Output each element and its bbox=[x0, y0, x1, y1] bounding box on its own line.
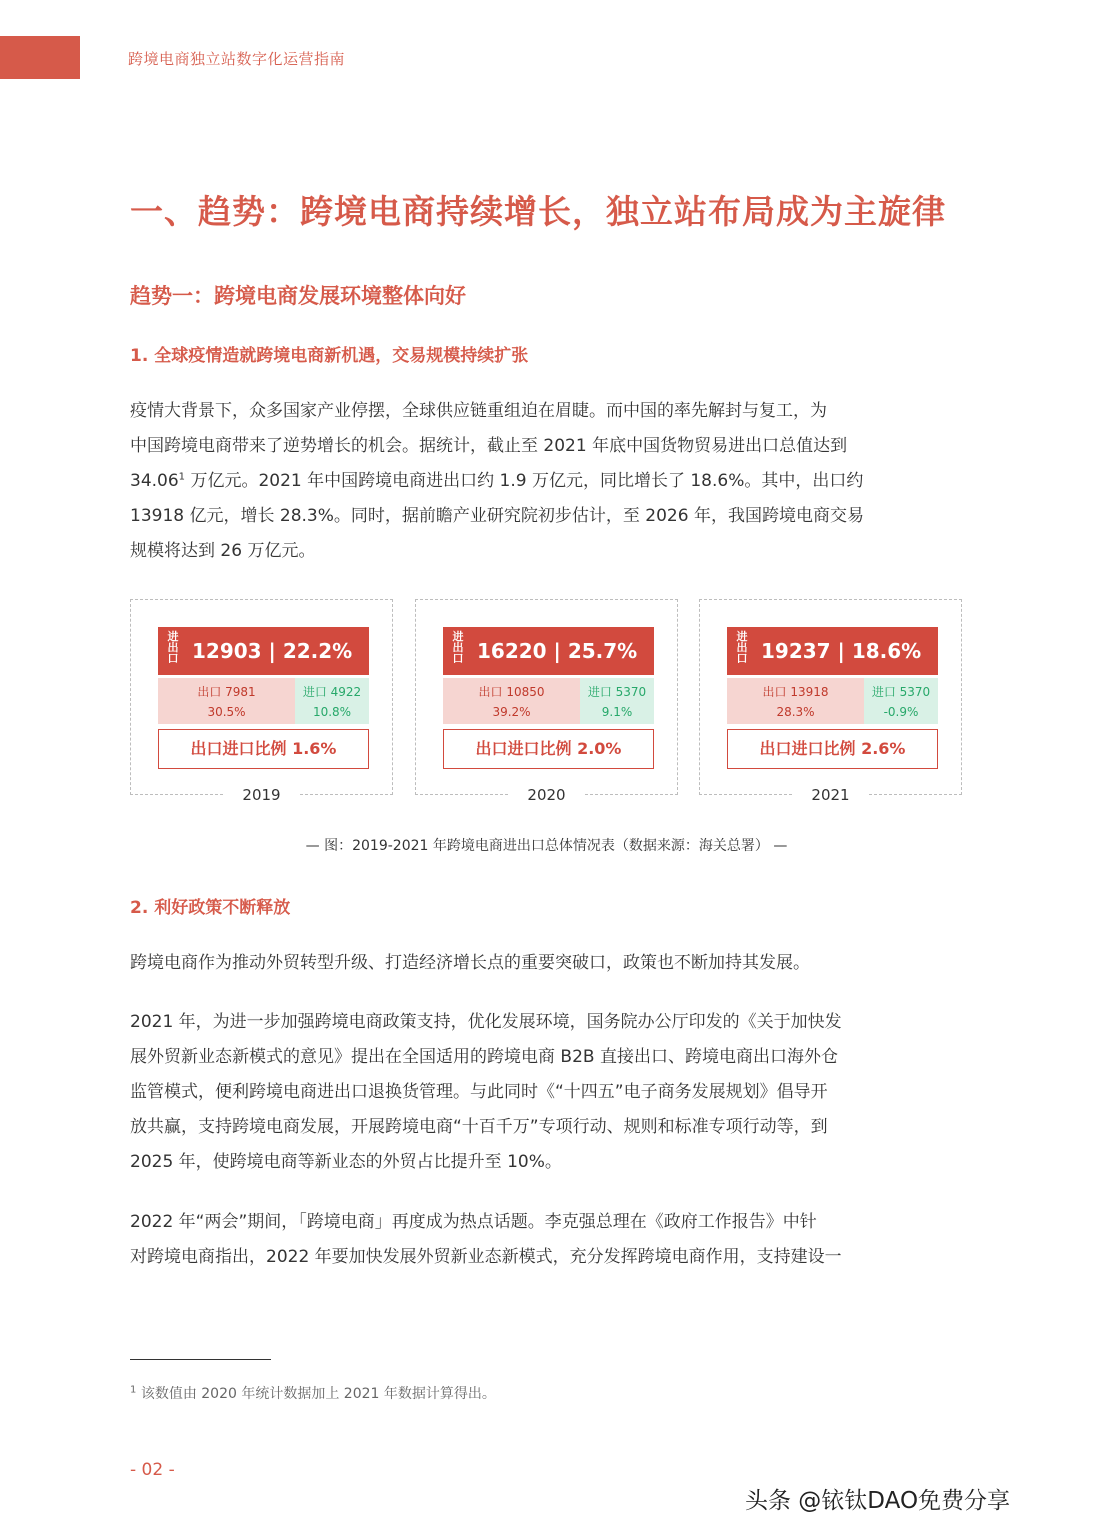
trade-card-2019 bbox=[130, 599, 393, 804]
paragraph-2: 跨境电商作为推动外贸转型升级、打造经济增长点的重要突破口，政策也不断加持其发展。 bbox=[130, 953, 810, 973]
figure-caption: — 图：2019-2021 年跨境电商进出口总体情况表（数据来源：海关总署） — bbox=[305, 838, 788, 854]
total-growth: 18.6% bbox=[851, 639, 922, 663]
total-bar: 进出口 12903 | 22.2% bbox=[158, 627, 369, 675]
year-label: 2020 bbox=[416, 786, 677, 804]
export-box: 出口 13918 28.3% bbox=[727, 678, 864, 724]
total-growth: 25.7% bbox=[567, 639, 638, 663]
paragraph-3: 2021 年，为进一步加强跨境电商政策支持，优化发展环境，国务院办公厅印发的《关于加快发 展外贸新业态新模式的意见》提出在全国适用的跨境电商 B2B 直接出口、跨境电商出口海外仓 监管模式，便利跨境电商进出口退换货管理。与此同时《“十四五”电子商务发展规划》倡导开 放共赢，支持跨境电商发展，开展跨境电商“十百千万”专项行动、规则和标准专项行动等，到 2025 年，使跨境电商等新业态的外贸占比提升至 10%。 bbox=[130, 1012, 842, 1172]
import-box: 进口 5370 -0.9% bbox=[864, 678, 938, 724]
subsection-1-title: 1. 全球疫情造就跨境电商新机遇，交易规模持续扩张 bbox=[130, 346, 529, 366]
header-accent-bar bbox=[0, 36, 80, 79]
import-box: 进口 4922 10.8% bbox=[295, 678, 369, 724]
page-number: - 02 - bbox=[130, 1460, 175, 1480]
total-label: 进出口 bbox=[167, 630, 179, 665]
trade-card-2021 bbox=[699, 599, 962, 804]
paragraph-1: 疫情大背景下，众多国家产业停摆，全球供应链重组迫在眉睫。而中国的率先解封与复工，为 中国跨境电商带来了逆势增长的机会。据统计，截止至 2021 年底中国货物贸易进出口总值达到 34.06$^1$ 万亿元。2021 年中国跨境电商进出口约 1.9 万亿元，同比增长了 18.6%。其中，出口约 13918 亿元，增长 28.3%。同时，据前瞻产业研究院初步估计，至 2026 年，我国跨境电商交易 规模将达到 26 万亿元。 bbox=[130, 401, 864, 561]
watermark-credit: 头条 @铱钛DAO免费分享 bbox=[745, 1488, 1011, 1514]
ratio-box: 出口进口比例 2.6% bbox=[727, 729, 938, 769]
footnote: $^1$ 该数值由 2020 年统计数据加上 2021 年数据计算得出。 bbox=[130, 1384, 496, 1402]
export-box: 出口 10850 39.2% bbox=[443, 678, 580, 724]
import-box: 进口 5370 9.1% bbox=[580, 678, 654, 724]
footnote-divider bbox=[130, 1359, 271, 1360]
subsection-2-title: 2. 利好政策不断释放 bbox=[130, 898, 291, 918]
total-label: 进出口 bbox=[452, 630, 464, 665]
total-label: 进出口 bbox=[736, 630, 748, 665]
total-bar: 进出口 19237 | 18.6% bbox=[727, 627, 938, 675]
header-title: 跨境电商独立站数字化运营指南 bbox=[128, 50, 346, 68]
section-title: 一、趋势：跨境电商持续增长，独立站布局成为主旋律 bbox=[130, 192, 946, 231]
ratio-box: 出口进口比例 2.0% bbox=[443, 729, 654, 769]
export-box: 出口 7981 30.5% bbox=[158, 678, 295, 724]
total-value: 16220 bbox=[477, 639, 547, 663]
ratio-box: 出口进口比例 1.6% bbox=[158, 729, 369, 769]
total-value: 19237 bbox=[761, 639, 831, 663]
year-label: 2021 bbox=[700, 786, 961, 804]
total-bar: 进出口 16220 | 25.7% bbox=[443, 627, 654, 675]
total-growth: 22.2% bbox=[282, 639, 353, 663]
trend-title: 趋势一：跨境电商发展环境整体向好 bbox=[130, 284, 466, 308]
total-value: 12903 bbox=[192, 639, 262, 663]
year-label: 2019 bbox=[131, 786, 392, 804]
paragraph-4: 2022 年“两会”期间，「跨境电商」再度成为热点话题。李克强总理在《政府工作报告》中针 对跨境电商指出，2022 年要加快发展外贸新业态新模式，充分发挥跨境电商作用，支持建设一 bbox=[130, 1212, 842, 1267]
trade-card-2020 bbox=[415, 599, 678, 804]
